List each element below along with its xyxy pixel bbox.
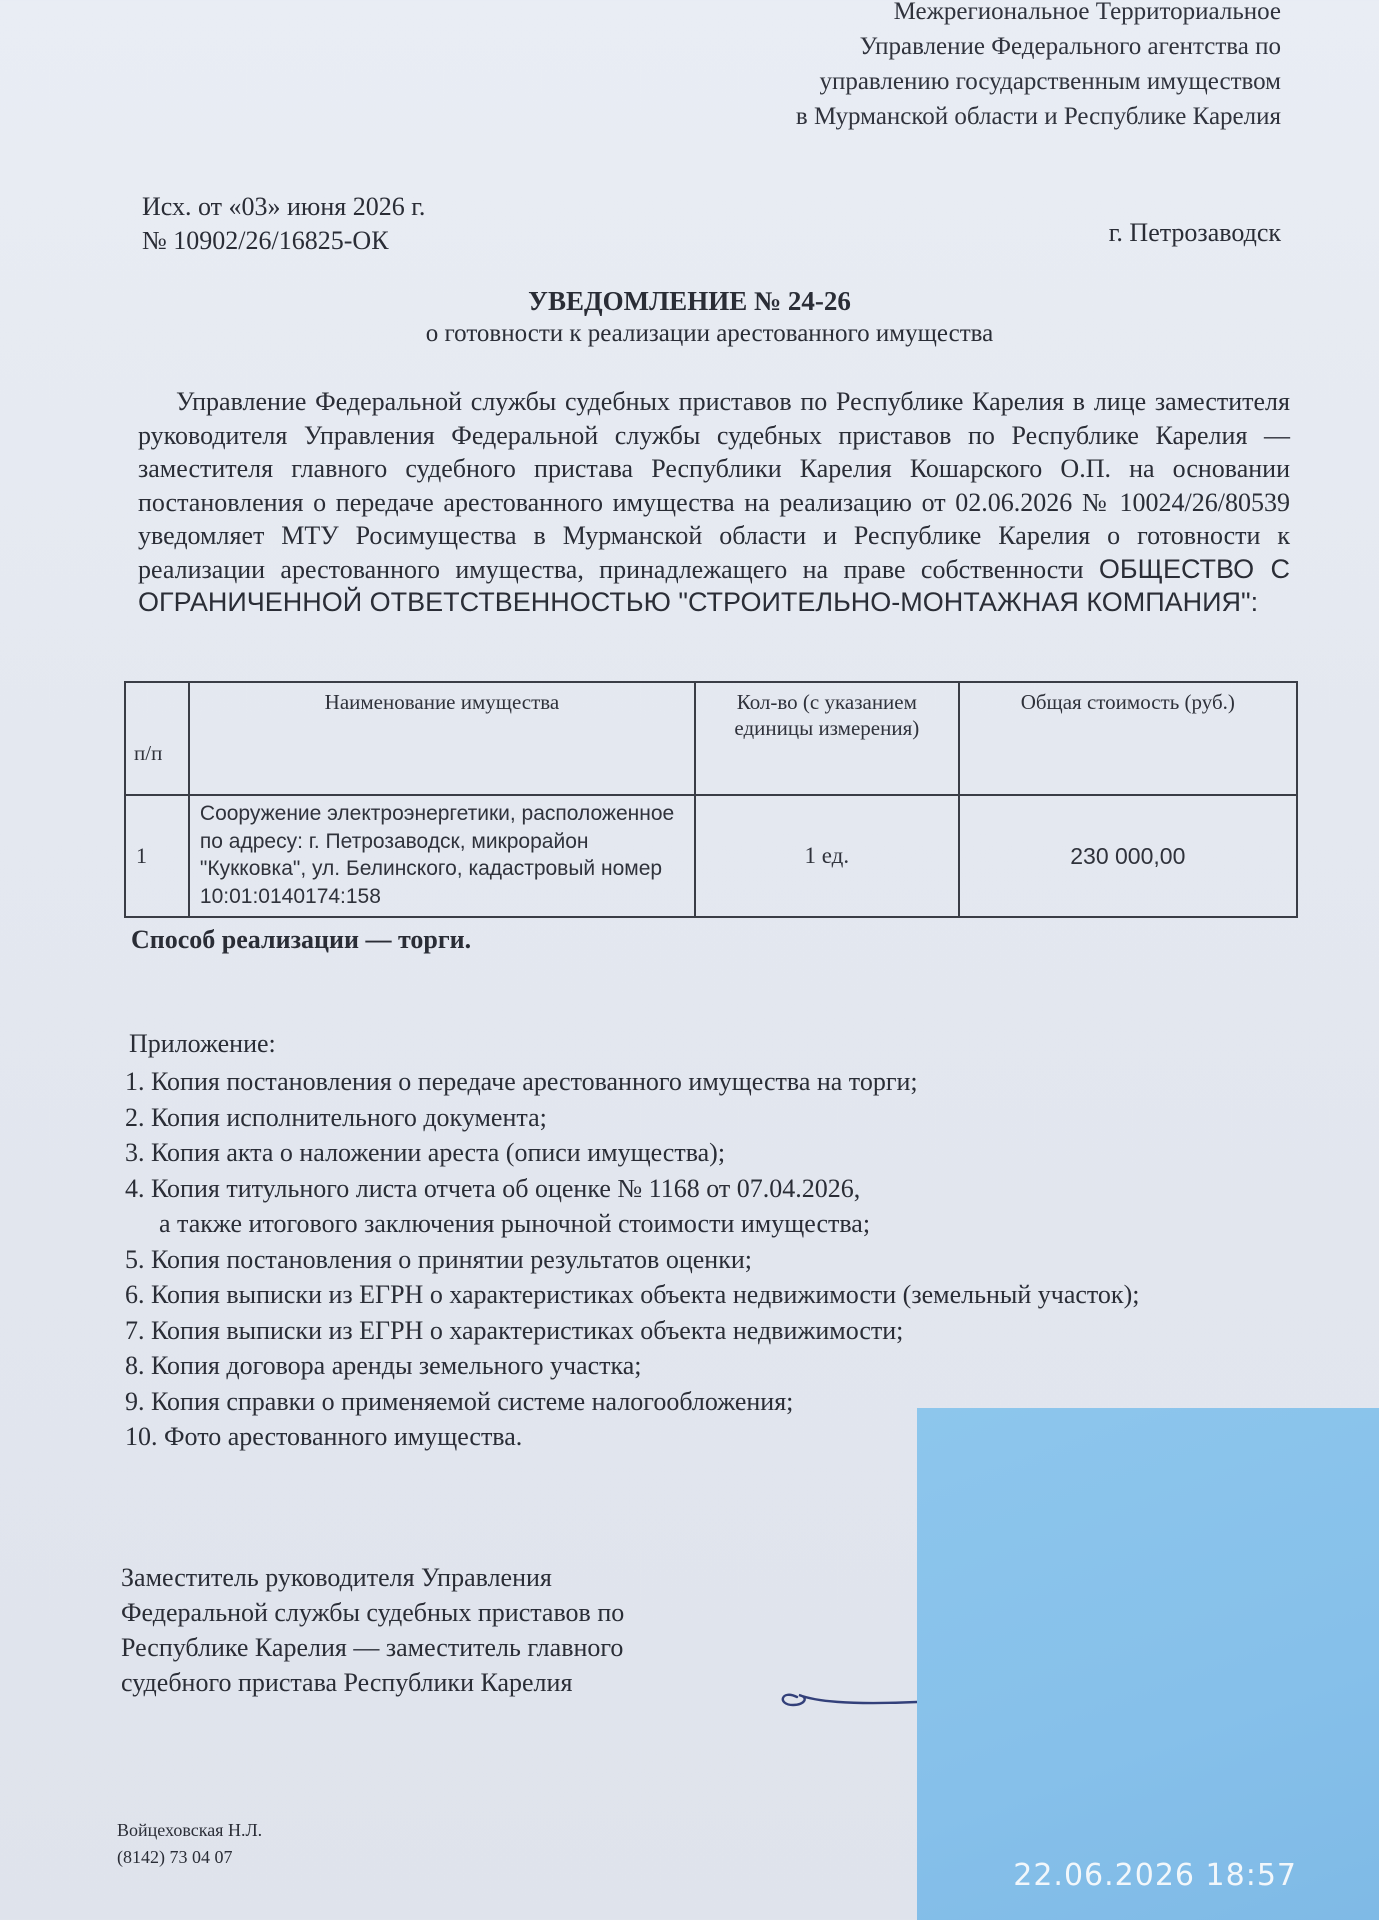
addressee-line: Управление Федерального агентства по bbox=[859, 33, 1281, 60]
signer-line: Республике Карелия — заместитель главного bbox=[121, 1633, 624, 1662]
property-owner: ОБЩЕСТВО С ОГРАНИЧЕННОЙ ОТВЕТСТВЕННОСТЬЮ "СТРОИТЕЛЬНО-МОНТАЖНАЯ КОМПАНИЯ": bbox=[138, 553, 1291, 617]
outgoing-reference bbox=[142, 190, 425, 258]
assets-table bbox=[124, 681, 1298, 918]
list-item: 5. Копия постановления о принятии результатов оценки; bbox=[125, 1244, 752, 1274]
header-name: Наименование имущества bbox=[189, 682, 695, 795]
header-qty: Кол-во (с указанием единицы измерения) bbox=[695, 682, 959, 795]
signer-line: Заместитель руководителя Управления bbox=[121, 1563, 552, 1592]
executor-name: Войцеховская Н.Л. bbox=[117, 1820, 263, 1840]
list-item bbox=[125, 1171, 1139, 1242]
notice-body-text: Управление Федеральной службы судебных приставов по Республике Карелия в лице заместителя руководителя Управления Федеральной службы судебных приставов по Республике Карелия — заместителя главного судебного пристава Республики Карелия Кошарского О.П. на основании постановления о передаче арестованного имущества на реализацию от 02.06.2026 № 10024/26/80539 уведомляет МТУ Росимущества в Мурманской области и Республике Карелия о готовности к реализации арестованного имущества, принадлежащего на праве собственности bbox=[138, 387, 1290, 584]
cell-num: 1 bbox=[125, 795, 189, 917]
addressee-line: в Мурманской области и Республике Карелия bbox=[795, 103, 1281, 130]
outgoing-date: Исх. от «03» июня 2026 г. bbox=[142, 192, 426, 221]
photo-timestamp: 22.06.2026 18:57 bbox=[1013, 1858, 1297, 1893]
notice-body bbox=[138, 385, 1290, 620]
cell-qty: 1 ед. bbox=[695, 795, 959, 917]
list-item-text: 4. Копия титульного листа отчета об оценке № 1168 от 07.04.2026, bbox=[125, 1173, 861, 1203]
attachments-title: Приложение: bbox=[129, 1029, 276, 1058]
outgoing-number: № 10902/26/16825-ОК bbox=[142, 226, 389, 255]
cell-cost: 230 000,00 bbox=[959, 795, 1297, 917]
addressee-line: управлению государственным имуществом bbox=[819, 68, 1281, 95]
signer-line: судебного пристава Республики Карелия bbox=[121, 1668, 573, 1697]
header-cost: Общая стоимость (руб.) bbox=[959, 682, 1297, 795]
city: г. Петрозаводск bbox=[1108, 218, 1281, 247]
list-item: 9. Копия справки о применяемой системе налогообложения; bbox=[125, 1386, 794, 1416]
signer-line: Федеральной службы судебных приставов по bbox=[121, 1598, 625, 1627]
table-header-row bbox=[125, 682, 1297, 795]
document-title: УВЕДОМЛЕНИЕ № 24-26 bbox=[528, 286, 851, 316]
header-num: п/п bbox=[125, 682, 189, 795]
addressee-line: Межрегиональное Территориальное bbox=[893, 0, 1281, 25]
signer-block bbox=[121, 1560, 624, 1700]
document-subtitle: о готовности к реализации арестованного имущества bbox=[425, 320, 994, 347]
attachments-list bbox=[125, 1064, 1139, 1455]
cell-name: Сооружение электроэнергетики, расположенное по адресу: г. Петрозаводск, микрорайон "Кукковка", ул. Белинского, кадастровый номер 10:01:0140174:158 bbox=[189, 795, 695, 917]
signature-icon bbox=[775, 1675, 925, 1715]
list-item: 3. Копия акта о наложении ареста (описи имущества); bbox=[125, 1138, 726, 1167]
sale-method: Способ реализации — торги. bbox=[131, 925, 472, 954]
executor-phone: (8142) 73 04 07 bbox=[117, 1847, 233, 1867]
list-item: 1. Копия постановления о передаче арестованного имущества на торги; bbox=[125, 1067, 918, 1096]
list-item: 8. Копия договора аренды земельного участка; bbox=[125, 1351, 642, 1380]
list-item-continuation: а также итогового заключения рыночной стоимости имущества; bbox=[159, 1209, 871, 1238]
list-item: 2. Копия исполнительного документа; bbox=[125, 1102, 547, 1132]
executor-block bbox=[117, 1817, 262, 1871]
list-item: 7. Копия выписки из ЕГРН о характеристиках объекта недвижимости; bbox=[125, 1315, 904, 1345]
sticky-note bbox=[917, 1408, 1379, 1920]
addressee-block bbox=[641, 0, 1281, 134]
list-item: 10. Фото арестованного имущества. bbox=[125, 1422, 523, 1451]
list-item: 6. Копия выписки из ЕГРН о характеристиках объекта недвижимости (земельный участок); bbox=[125, 1280, 1140, 1309]
table-row bbox=[125, 795, 1297, 917]
